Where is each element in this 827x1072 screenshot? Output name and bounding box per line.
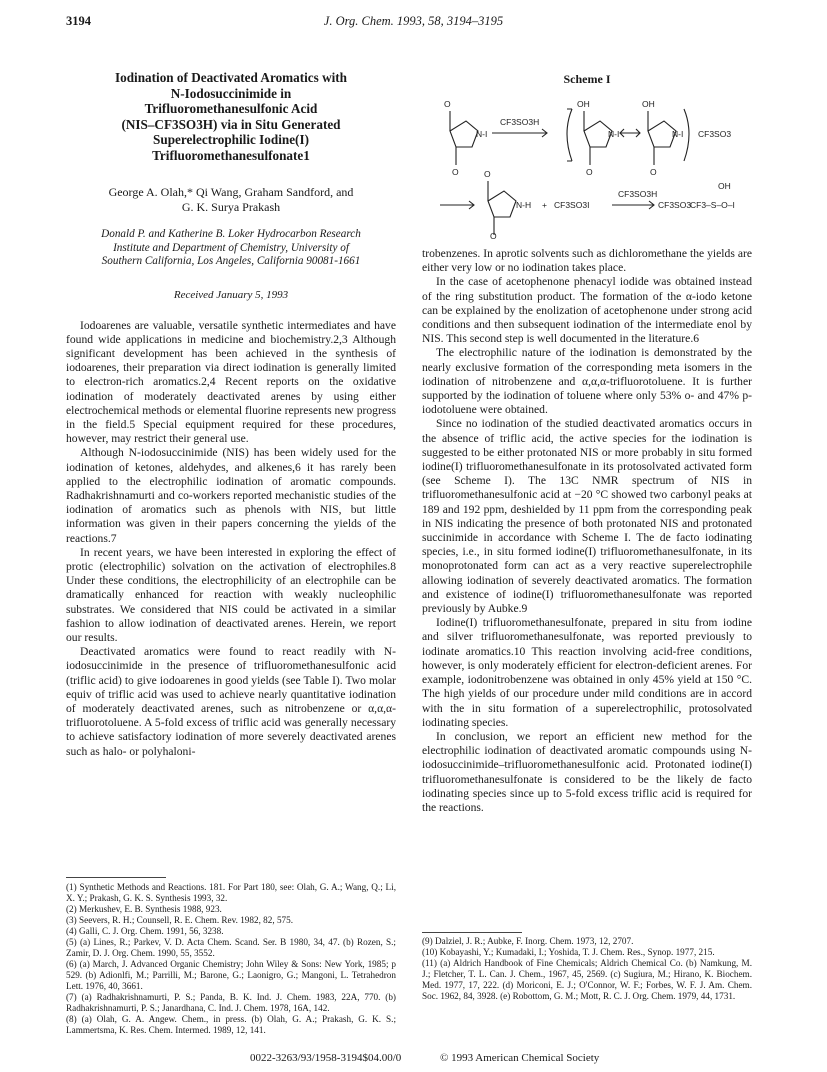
footnotes-right	[422, 936, 752, 1002]
article-title	[66, 70, 396, 163]
scheme-oh: OH	[718, 181, 731, 191]
author-line: G. K. Surya Prakash	[181, 199, 281, 214]
title-line: N-Iodosuccinimide in	[170, 85, 292, 101]
footnote: (5) (a) Lines, R.; Parkev, V. D. Acta Chem. Scand. Ser. B 1980, 34, 47. (b) Rozen, S.; Zamir, D. J. Org. Chem. 1990, 55, 3552.	[66, 937, 396, 958]
footnote: (2) Merkushev, E. B. Synthesis 1988, 923.	[66, 904, 222, 914]
body-paragraph: Since no iodination of the studied deactivated aromatics occurs in the absence of triflic acid, the active species for the iodination is suggested to be either protonated NIS or more probably in situ formed iodine(I) trifluoromethanesulfonate in its protosolvated activated form (see Scheme I). The 13C NMR spectrum of NIS in trifluoromethanesulfonic acid at −20 °C showed two carbonyl peaks at 189 and 192 ppm, deshielded by 11 ppm from the corresponding peak in NIS indicating the presence of both protonated NIS and protonated succinimide in accordance with Scheme I. The de facto iodinating species, i.e., in situ formed iodine(I) trifluoromethanesulfonate, in its monoprotonated form can act as a very reactive superelectrophile allowing iodination of severely deactivated aromatics. The formation and existence of iodine(I) trifluoromethanesulfonate was reported previously by Aubke.9	[422, 417, 752, 616]
affiliation-line: Southern California, Los Angeles, California 90081-1661	[101, 255, 361, 267]
body-paragraph: The electrophilic nature of the iodination is demonstrated by the nearly exclusive formation of the corresponding meta isomers in the iodination of nitrobenzene and α,α,α-trifluorotoluene. It is further supported by the iodination of toluene where only 53% o- and 47% p-iodotoluene were obtained.	[422, 346, 752, 417]
affiliation-line: Institute and Department of Chemistry, University of	[113, 241, 349, 254]
footnote: (7) (a) Radhakrishnamurti, P. S.; Panda, B. K. Ind. J. Chem. 1983, 22A, 770. (b) Radhakrishnamurti, P. S.; Janardhana, C. Ind. J. Chem. 1978, 16A, 142.	[66, 992, 396, 1013]
footnote-rule	[66, 877, 166, 878]
author-line: George A. Olah,* Qi Wang, Graham Sandford, and	[108, 185, 354, 199]
footnote: (8) (a) Olah, G. A. Angew. Chem., in press. (b) Olah, G. A.; Prakash, G. K. S.; Lammertsma, K. Res. Chem. Intermed. 1989, 12, 141.	[66, 1014, 396, 1035]
body-paragraph: In recent years, we have been interested in exploring the effect of protic (electrophilic) solvation on the activation of electrophiles.8 Under these conditions, the electrophilicity of an electrophile can be dramatically enhanced for reaction with weakly nucleophilic substrates. We considered that NIS could be activated in a similar fashion to allow iodination of deactivated arenes. Herein, we report our results.	[66, 545, 396, 644]
body-paragraph: trobenzenes. In aprotic solvents such as dichloromethane the yields are either very low or no iodination takes place.	[422, 247, 752, 275]
title-line: Trifluoromethanesulfonic Acid	[144, 101, 318, 116]
nis-ring	[450, 121, 478, 147]
journal-citation: J. Org. Chem. 1993, 58, 3194–3195	[323, 14, 504, 28]
scheme-diagram	[422, 89, 752, 239]
title-line: Trifluoromethanesulfonate1	[152, 147, 310, 163]
footnote-rule	[422, 932, 522, 933]
footnote: (11) (a) Aldrich Handbook of Fine Chemicals; Aldrich Chemical Co. (b) Namkung, M. J.; Fletcher, T. L. Can. J. Chem., 1967, 45, 2569. (c) Sugiura, M.; Hirano, K. Biochem. Med. 1977, 17, 222. (d) Moriconi, E. J.; O'Connor, W. F.; Forbes, W. F. J. Am. Chem. Soc. 1962, 84, 3928. (e) Robottom, G. M.; Mott, R. C. J. Org. Chem. 1979, 44, 1731.	[422, 958, 752, 1001]
footnote: (6) (a) March, J. Advanced Organic Chemistry; John Wiley & Sons: New York, 1985; p 529. (b) Adionlfi, M.; Parrilli, M.; Barone, G.; Laonigro, G.; Mangoni, L. Tetrahedron Lett. 1976, 40, 3661.	[66, 959, 396, 991]
article-code: 0022-3263/93/1958-3194$04.00/0	[250, 1052, 402, 1064]
scheme-oh: OH	[642, 99, 655, 109]
scheme-title: Scheme I	[563, 72, 611, 86]
body-paragraph: Although N-iodosuccinimide (NIS) has been widely used for the iodination of ketones, aldehydes, and alkenes,6 it has rarely been applied to the electrophilic iodination of aromatic compounds. Radhakrishnamurti and co-workers reported mechanistic studies of the iodination of aromatics such as phenols with NIS, but little information was given in their papers concerning the yields of the reactions.7	[66, 446, 396, 545]
body-paragraph: Iodoarenes are valuable, versatile synthetic intermediates and have found wide applications in medicine and biochemistry.2,3 Although significant development has been achieved in the synthesis of iodoarenes, their preparation via direct iodination is generally limited to electron-rich aromatics.2,4 Recent reports on the oxidative iodination of moderately deactivated arenes by using either electrochemical methods or elemental fluorine represents new progress in the field.5 Special equipment required for these procedures, however, may restrict their general use.	[66, 318, 396, 446]
scheme-product: CF3SO3	[658, 200, 692, 210]
scheme-o: O	[650, 167, 657, 177]
scheme-ni: N-I	[672, 129, 684, 139]
scheme-product: CF3–S–O–I	[690, 200, 735, 210]
body-paragraph: Iodine(I) trifluoromethanesulfonate, prepared in situ from iodine and silver trifluoromethanesulfonate, was reported previously to iodinate aromatics.10 This reaction involving acid-free conditions, however, is only moderately efficient for electron-deficient arenes. For example, iodonitrobenzene was obtained in only 45% yield at 150 °C. The high yields of our procedure under mild conditions are in accord with the in situ formation of a superelectrophilic, protosolvated iodinating species.	[422, 616, 752, 729]
footnote: (10) Kobayashi, Y.; Kumadaki, I.; Yoshida, T. J. Chem. Res., Synop. 1977, 215.	[422, 947, 715, 957]
scheme-reagent: CF3SO3H	[618, 189, 658, 199]
scheme-reagent: CF3SO3H	[500, 117, 540, 127]
scheme-ni: N-I	[608, 129, 620, 139]
footnote: (1) Synthetic Methods and Reactions. 181. For Part 180, see: Olah, G. A.; Wang, Q.; Li, X. Y.; Prakash, G. K. S. Synthesis 1993, 32.	[66, 882, 396, 903]
scheme-o: O	[490, 231, 497, 239]
scheme-cf3so3i: CF3SO3I	[554, 200, 590, 210]
scheme-o: O	[444, 99, 451, 109]
body-paragraph: Deactivated aromatics were found to react readily with N-iodosuccinimide in the presence of trifluoromethanesulfonic acid (triflic acid) to give iodoarenes in good yields (see Table I). Two molar equiv of triflic acid was used to achieve nearly quantitative iodination of moderately deactivated arenes, such as nitrobenzene or α,α,α-trifluorotoluene. A 5-fold excess of triflic acid was generally necessary to achieve satisfactory iodination of more severely deactivated arenes such as halo- or polyhaloni-	[66, 645, 396, 758]
author-list	[66, 185, 396, 214]
body-paragraph: In the case of acetophenone phenacyl iodide was obtained instead of the ring substitution product. The formation of the α-iodo ketone can be explained by the enolization of acetophenone under strong acid conditions and then subsequent iodination of the intermediate enol by NIS. This second step is well documented in the literature.6	[422, 275, 752, 346]
footnote: (9) Dalziel, J. R.; Aubke, F. Inorg. Chem. 1973, 12, 2707.	[422, 936, 634, 946]
received-date: Received January 5, 1993	[173, 288, 289, 301]
running-header	[0, 14, 827, 34]
page-number: 3194	[66, 14, 91, 28]
scheme-o: O	[452, 167, 459, 177]
scheme-o: O	[484, 169, 491, 179]
left-column	[66, 60, 396, 759]
scheme-o: O	[586, 167, 593, 177]
body-paragraph: In conclusion, we report an efficient new method for the electrophilic iodination of deactivated aromatic compounds using N-iodosuccinimide–trifluoromethanesulfonic acid. Protonated iodine(I) trifluoromethanesulfonate is considered to be the likely de facto iodinating species since up to 5-fold excess triflic acid is required for the reactions.	[422, 729, 752, 814]
scheme-ni: N-I	[476, 129, 488, 139]
copyright: © 1993 American Chemical Society	[440, 1052, 600, 1064]
title-line: Iodination of Deactivated Aromatics with	[115, 70, 347, 85]
scheme-oh: OH	[577, 99, 590, 109]
footnotes-left	[66, 882, 396, 1036]
right-column	[422, 60, 752, 815]
affiliation	[66, 228, 396, 269]
affiliation-line: Donald P. and Katherine B. Loker Hydrocarbon Research	[101, 228, 361, 240]
title-line: (NIS–CF3SO3H) via in Situ Generated	[121, 116, 341, 132]
title-line: Superelectrophilic Iodine(I)	[153, 132, 309, 147]
scheme-counterion: CF3SO3	[698, 129, 732, 139]
scheme-plus: +	[542, 200, 547, 210]
footnote: (3) Seevers, R. H.; Counsell, R. E. Chem. Rev. 1982, 82, 575.	[66, 915, 294, 925]
footnote: (4) Galli, C. J. Org. Chem. 1991, 56, 3238.	[66, 926, 224, 936]
scheme-nh: N-H	[516, 200, 532, 210]
